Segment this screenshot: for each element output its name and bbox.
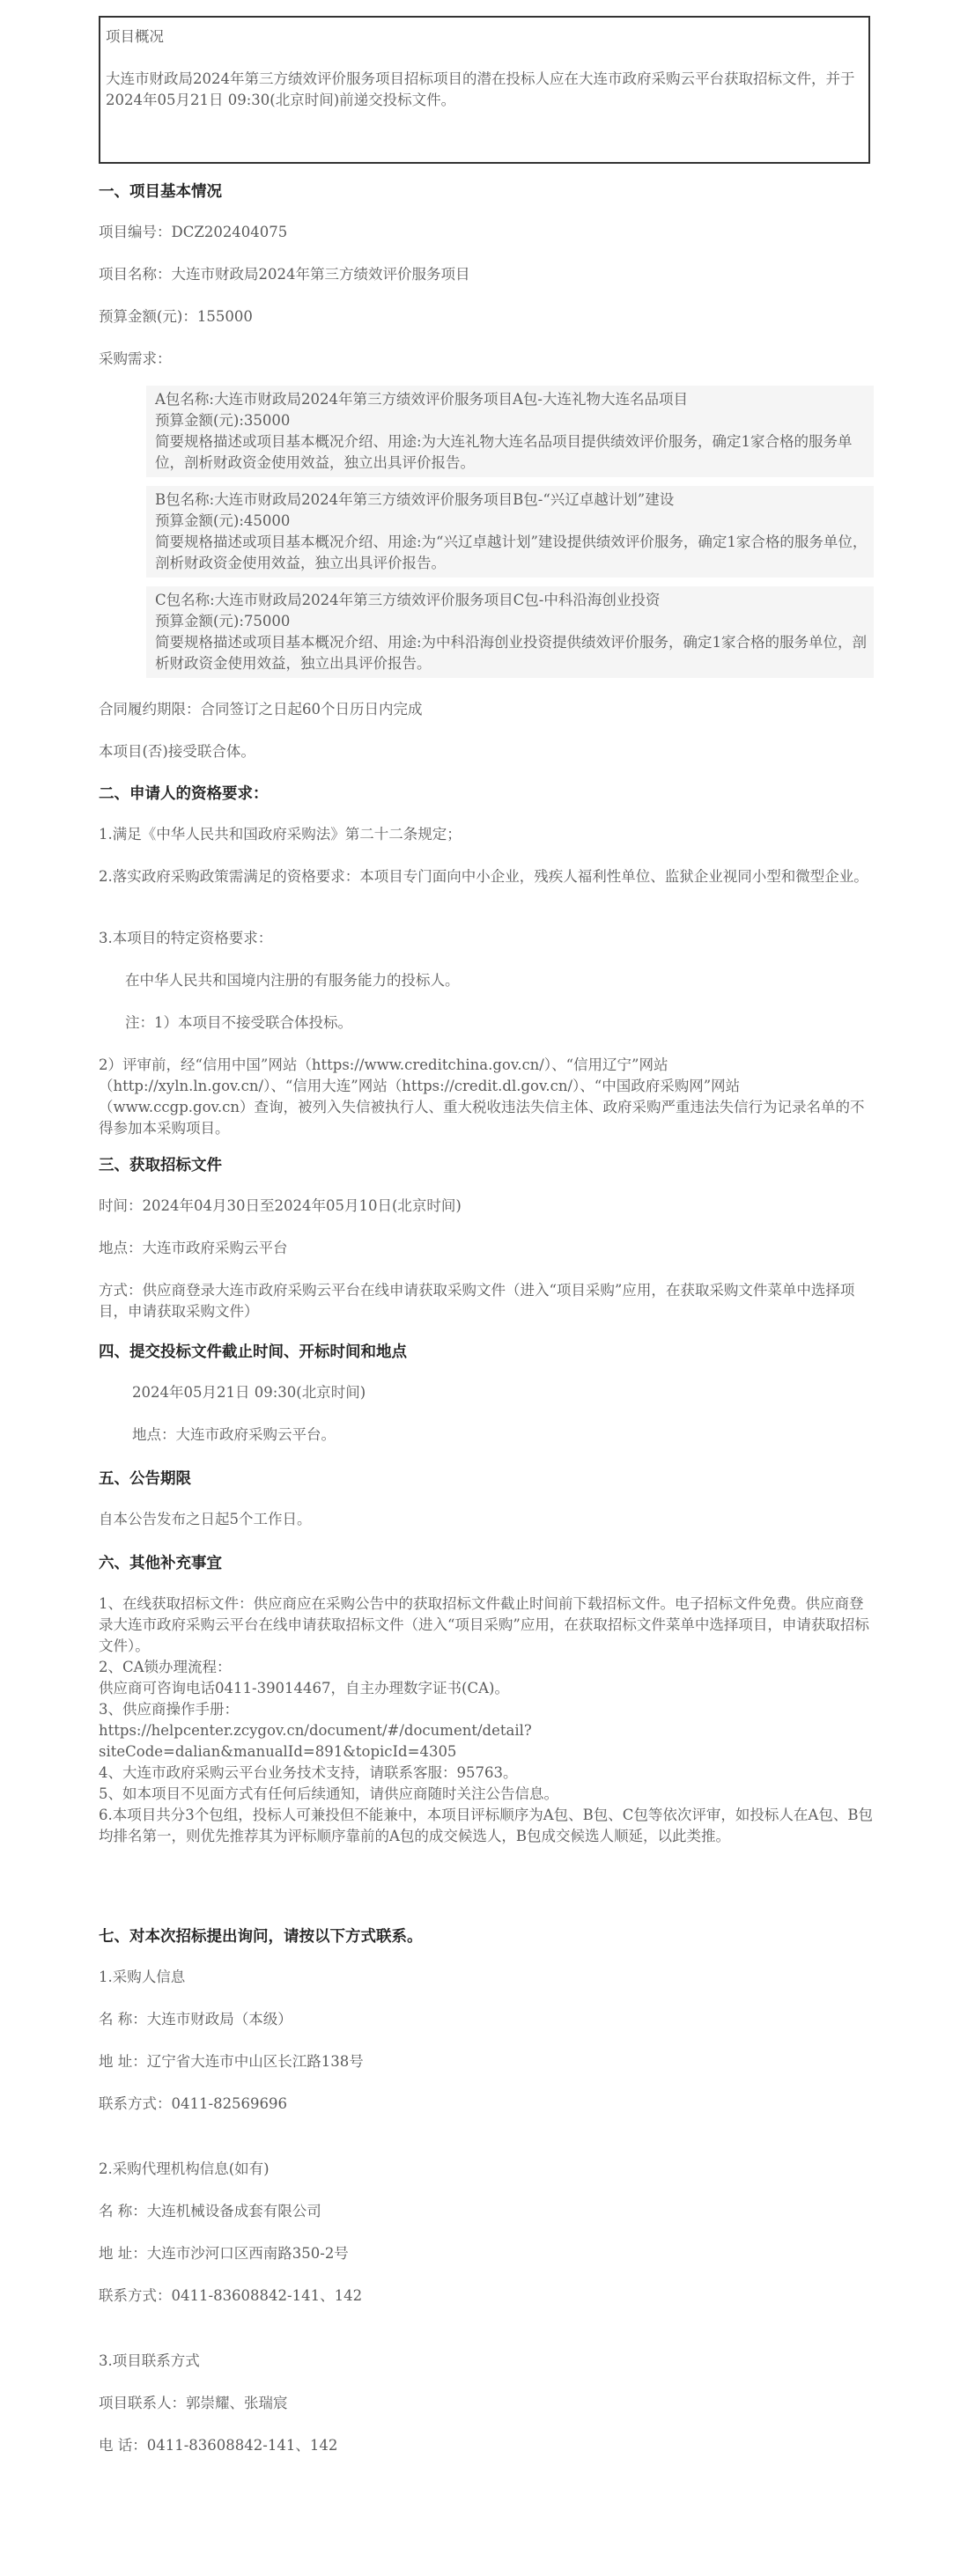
contract-period: 合同履约期限：合同签订之日起60个日历日内完成 bbox=[99, 701, 423, 718]
notice-period: 自本公告发布之日起5个工作日。 bbox=[99, 1511, 312, 1527]
project-contact-phone: 电 话：0411-83608842-141、142 bbox=[99, 2437, 338, 2454]
purchaser-name: 名 称：大连市财政局（本级） bbox=[99, 2011, 292, 2028]
project-budget: 预算金额(元)：155000 bbox=[99, 308, 253, 325]
section-3-heading: 三、获取招标文件 bbox=[99, 1157, 222, 1174]
package-c bbox=[146, 586, 874, 678]
section-2-heading: 二、申请人的资格要求： bbox=[99, 785, 269, 803]
project-contact-title: 3.项目联系方式 bbox=[99, 2352, 200, 2369]
section-4-heading: 四、提交投标文件截止时间、开标时间和地点 bbox=[99, 1343, 407, 1361]
agency-name: 名 称：大连机械设备成套有限公司 bbox=[99, 2203, 321, 2219]
qualification-3-detail: 在中华人民共和国境内注册的有服务能力的投标人。 bbox=[125, 972, 460, 989]
obtain-method: 方式：供应商登录大连市政府采购云平台在线申请获取采购文件（进入“项目采购”应用，在获取采购文件菜单中选择项目，申请获取采购文件） bbox=[99, 1282, 855, 1320]
qualification-1: 1.满足《中华人民共和国政府采购法》第二十二条规定； bbox=[99, 826, 462, 843]
agency-info-title: 2.采购代理机构信息(如有) bbox=[99, 2160, 270, 2177]
purchaser-phone: 联系方式：0411-82569696 bbox=[99, 2095, 288, 2112]
section-6-heading: 六、其他补充事宜 bbox=[99, 1555, 222, 1572]
project-name: 项目名称：大连市财政局2024年第三方绩效评价服务项目 bbox=[99, 266, 470, 283]
package-a bbox=[146, 386, 874, 477]
qualification-2: 2.落实政府采购政策需满足的资格要求：本项目专门面向中小企业，残疾人福利性单位、监狱企业视同小型和微型企业。 bbox=[99, 868, 868, 885]
deadline-place: 地点：大连市政府采购云平台。 bbox=[132, 1426, 336, 1443]
agency-phone: 联系方式：0411-83608842-141、142 bbox=[99, 2287, 363, 2304]
section-1-heading: 一、项目基本情况 bbox=[99, 183, 222, 201]
purchaser-info-title: 1.采购人信息 bbox=[99, 1969, 186, 1985]
overview-text: 大连市财政局2024年第三方绩效评价服务项目招标项目的潜在投标人应在大连市政府采购云平台获取招标文件，并于2024年05月21日 09:30(北京时间)前递交投标文件。 bbox=[106, 70, 855, 108]
qualification-3-note: 注：1）本项目不接受联合体投标。 bbox=[125, 1014, 352, 1031]
package-desc: 简要规格描述或项目基本概况介绍、用途:为“兴辽卓越计划”建设提供绩效评价服务，确定1家合格的服务单位，剖析财政资金使用效益，独立出具评价报告。 bbox=[155, 534, 868, 571]
package-budget: 预算金额(元):45000 bbox=[155, 512, 291, 529]
agency-address: 地 址：大连市沙河口区西南路350-2号 bbox=[99, 2245, 349, 2262]
package-name: C包名称:大连市财政局2024年第三方绩效评价服务项目C包-中科沿海创业投资 bbox=[155, 592, 661, 608]
supplementary-text: 1、在线获取招标文件：供应商应在采购公告中的获取招标文件截止时间前下载招标文件。电子招标文件免费。供应商登录大连市政府采购云平台在线申请获取招标文件（进入“项目采购”应用，在获取招标文件菜单中选择项目，申请获取招标文件）。 2、CA锁办理流程： 供应商可咨询电话0411-39014467，自主办理数字证书(CA)。 3、供应商操作手册： https://helpcenter.zcygov.cn/document/#/document/detail?siteCode=dalian&manualId=891&topicId=4305 4、大连市政府采购云平台业务技术支持，请联系客服：95763。 5、如本项目不见面方式有任何后续通知，请供应商随时关注公告信息。 6.本项目共分3个包组，投标人可兼投但不能兼中，本项目评标顺序为A包、B包、C包等依次评审，如投标人在A包、B包均排名第一，则优先推荐其为评标顺序靠前的A包的成交候选人，B包成交候选人顺延，以此类推。 bbox=[99, 1595, 873, 1844]
package-name: A包名称:大连市财政局2024年第三方绩效评价服务项目A包-大连礼物大连名品项目 bbox=[155, 391, 688, 408]
overview-title: 项目概况 bbox=[106, 28, 164, 45]
project-contact-person: 项目联系人：郭崇耀、张瑞宸 bbox=[99, 2395, 288, 2411]
package-name: B包名称:大连市财政局2024年第三方绩效评价服务项目B包-“兴辽卓越计划”建设 bbox=[155, 491, 675, 508]
obtain-place: 地点：大连市政府采购云平台 bbox=[99, 1240, 288, 1256]
purchaser-address: 地 址：辽宁省大连市中山区长江路138号 bbox=[99, 2053, 364, 2070]
procurement-need: 采购需求： bbox=[99, 350, 172, 367]
project-overview-box bbox=[99, 16, 870, 164]
consortium-note: 本项目(否)接受联合体。 bbox=[99, 743, 255, 760]
section-7-heading: 七、对本次招标提出询问，请按以下方式联系。 bbox=[99, 1928, 423, 1946]
package-desc: 简要规格描述或项目基本概况介绍、用途:为中科沿海创业投资提供绩效评价服务，确定1家合格的服务单位，剖析财政资金使用效益，独立出具评价报告。 bbox=[155, 634, 868, 672]
section-5-heading: 五、公告期限 bbox=[99, 1470, 191, 1488]
package-budget: 预算金额(元):35000 bbox=[155, 412, 291, 429]
credit-check-note: 2）评审前，经“信用中国”网站（https://www.creditchina.gov.cn/）、“信用辽宁”网站（http://xyln.ln.gov.cn/）、“信用大连”网站（https://credit.dl.gov.cn/）、“中国政府采购网”网站（www.ccgp.gov.cn）查询，被列入失信被执行人、重大税收违法失信主体、政府采购严重违法失信行为记录名单的不得参加本采购项目。 bbox=[99, 1056, 865, 1137]
obtain-time: 时间：2024年04月30日至2024年05月10日(北京时间) bbox=[99, 1197, 462, 1214]
project-code: 项目编号：DCZ202404075 bbox=[99, 224, 288, 240]
qualification-3: 3.本项目的特定资格要求： bbox=[99, 930, 273, 946]
package-b bbox=[146, 486, 874, 578]
package-desc: 简要规格描述或项目基本概况介绍、用途:为大连礼物大连名品项目提供绩效评价服务，确定1家合格的服务单位，剖析财政资金使用效益，独立出具评价报告。 bbox=[155, 433, 853, 471]
package-budget: 预算金额(元):75000 bbox=[155, 613, 291, 629]
deadline-time: 2024年05月21日 09:30(北京时间) bbox=[132, 1384, 366, 1401]
